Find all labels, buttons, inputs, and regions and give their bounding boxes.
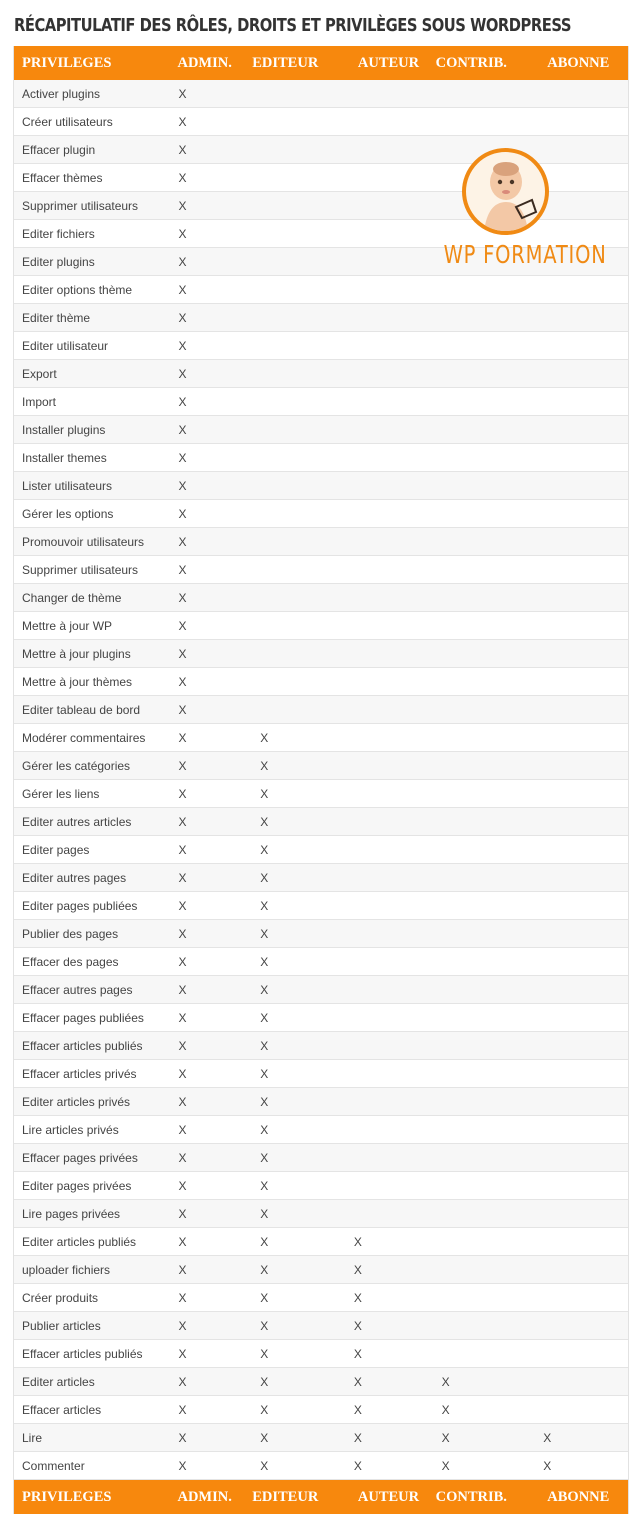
privilege-cell: Editer utilisateur xyxy=(22,338,109,353)
admin-cell: X xyxy=(178,842,187,857)
admin-cell: X xyxy=(178,1458,187,1473)
privilege-cell: Supprimer utilisateurs xyxy=(22,562,139,577)
privilege-cell: Publier des pages xyxy=(22,926,119,941)
privilege-cell: Effacer articles privés xyxy=(22,1066,137,1081)
table-row xyxy=(14,304,628,332)
admin-cell: X xyxy=(178,1066,187,1081)
admin-cell: X xyxy=(178,366,187,381)
editeur-cell: X xyxy=(260,926,269,941)
table-row xyxy=(14,332,628,360)
table-row xyxy=(14,1088,628,1116)
privilege-cell: Promouvoir utilisateurs xyxy=(22,534,145,549)
editeur-cell: X xyxy=(260,1458,269,1473)
privilege-cell: Effacer autres pages xyxy=(22,982,133,997)
contrib-cell: X xyxy=(441,1430,450,1445)
page-title: RÉCAPITULATIF DES RÔLES, DROITS ET PRIVILÈGES SOUS WORDPRESS xyxy=(14,15,571,36)
editeur-cell: X xyxy=(260,814,269,829)
editeur-cell: X xyxy=(260,1206,269,1221)
admin-cell: X xyxy=(178,1038,187,1053)
table-row xyxy=(14,1172,628,1200)
admin-cell: X xyxy=(178,142,187,157)
footer-privileges: PRIVILEGES xyxy=(22,1488,112,1505)
privilege-cell: Publier articles xyxy=(22,1318,101,1333)
privilege-cell: Effacer articles publiés xyxy=(22,1038,143,1053)
abonne-cell: X xyxy=(543,1430,552,1445)
editeur-cell: X xyxy=(260,898,269,913)
wp-formation-logo xyxy=(426,148,607,274)
admin-cell: X xyxy=(178,1374,187,1389)
auteur-cell: X xyxy=(353,1374,362,1389)
contrib-cell: X xyxy=(441,1374,450,1389)
admin-cell: X xyxy=(178,198,187,213)
admin-cell: X xyxy=(178,338,187,353)
privilege-cell: Effacer pages privées xyxy=(22,1150,138,1165)
editeur-cell: X xyxy=(260,1094,269,1109)
editeur-cell: X xyxy=(260,1010,269,1025)
table-row xyxy=(14,1312,628,1340)
admin-cell: X xyxy=(178,786,187,801)
admin-cell: X xyxy=(178,226,187,241)
admin-cell: X xyxy=(178,1122,187,1137)
privilege-cell: Modérer commentaires xyxy=(22,730,146,745)
admin-cell: X xyxy=(178,1094,187,1109)
auteur-cell: X xyxy=(353,1290,362,1305)
admin-cell: X xyxy=(178,1346,187,1361)
editeur-cell: X xyxy=(260,758,269,773)
table-row xyxy=(14,528,628,556)
editeur-cell: X xyxy=(260,730,269,745)
table-row xyxy=(14,1144,628,1172)
editeur-cell: X xyxy=(260,870,269,885)
editeur-cell: X xyxy=(260,842,269,857)
privilege-cell: Gérer les catégories xyxy=(22,758,131,773)
admin-cell: X xyxy=(178,114,187,129)
editeur-cell: X xyxy=(260,1402,269,1417)
editeur-cell: X xyxy=(260,954,269,969)
editeur-cell: X xyxy=(260,1234,269,1249)
privilege-cell: uploader fichiers xyxy=(22,1262,111,1277)
privilege-cell: Effacer thèmes xyxy=(22,170,103,185)
privilege-cell: Lister utilisateurs xyxy=(22,478,113,493)
table-row xyxy=(14,556,628,584)
privilege-cell: Effacer pages publiées xyxy=(22,1010,144,1025)
privilege-cell: Lire xyxy=(22,1430,43,1445)
editeur-cell: X xyxy=(260,982,269,997)
auteur-cell: X xyxy=(353,1458,362,1473)
editeur-cell: X xyxy=(260,786,269,801)
table-row xyxy=(14,640,628,668)
editeur-cell: X xyxy=(260,1122,269,1137)
table-row xyxy=(14,1060,628,1088)
privilege-cell: Editer articles publiés xyxy=(22,1234,137,1249)
footer-abonne: ABONNE xyxy=(547,1488,610,1505)
table-row xyxy=(14,948,628,976)
admin-cell: X xyxy=(178,562,187,577)
table-row xyxy=(14,752,628,780)
editeur-cell: X xyxy=(260,1038,269,1053)
editeur-cell: X xyxy=(260,1346,269,1361)
editeur-cell: X xyxy=(260,1150,269,1165)
contrib-cell: X xyxy=(441,1402,450,1417)
admin-cell: X xyxy=(178,1010,187,1025)
admin-cell: X xyxy=(178,814,187,829)
admin-cell: X xyxy=(178,1430,187,1445)
admin-cell: X xyxy=(178,590,187,605)
logo-text: WP FORMATION xyxy=(443,240,607,269)
table-row xyxy=(14,360,628,388)
admin-cell: X xyxy=(178,1402,187,1417)
admin-cell: X xyxy=(178,170,187,185)
table-row xyxy=(14,1032,628,1060)
header-editeur: EDITEUR xyxy=(252,54,319,71)
footer-admin: ADMIN. xyxy=(177,1488,232,1505)
contrib-cell: X xyxy=(441,1458,450,1473)
privilege-cell: Mettre à jour WP xyxy=(22,618,113,633)
table-footer xyxy=(14,1480,628,1514)
privilege-cell: Editer plugins xyxy=(22,254,95,269)
admin-cell: X xyxy=(178,730,187,745)
admin-cell: X xyxy=(178,534,187,549)
privilege-cell: Effacer des pages xyxy=(22,954,119,969)
privilege-cell: Editer pages xyxy=(22,842,90,857)
admin-cell: X xyxy=(178,954,187,969)
admin-cell: X xyxy=(178,86,187,101)
privilege-cell: Export xyxy=(22,366,57,381)
table-row xyxy=(14,1452,628,1480)
auteur-cell: X xyxy=(353,1318,362,1333)
admin-cell: X xyxy=(178,898,187,913)
footer-contrib: CONTRIB. xyxy=(435,1488,507,1505)
table-row xyxy=(14,80,628,108)
table-row xyxy=(14,1228,628,1256)
admin-cell: X xyxy=(178,674,187,689)
editeur-cell: X xyxy=(260,1318,269,1333)
admin-cell: X xyxy=(178,1234,187,1249)
table-row xyxy=(14,976,628,1004)
privilege-cell: Mettre à jour thèmes xyxy=(22,674,133,689)
privilege-cell: Editer fichiers xyxy=(22,226,95,241)
table-row xyxy=(14,668,628,696)
privilege-cell: Lire pages privées xyxy=(22,1206,121,1221)
table-row xyxy=(14,584,628,612)
table-row xyxy=(14,388,628,416)
privilege-cell: Gérer les liens xyxy=(22,786,100,801)
privilege-cell: Effacer plugin xyxy=(22,142,96,157)
admin-cell: X xyxy=(178,982,187,997)
table-header xyxy=(14,46,628,80)
admin-cell: X xyxy=(178,1290,187,1305)
table-row xyxy=(14,1396,628,1424)
privilege-cell: Gérer les options xyxy=(22,506,114,521)
privilege-cell: Installer plugins xyxy=(22,422,106,437)
privilege-cell: Installer themes xyxy=(22,450,107,465)
table-row xyxy=(14,1200,628,1228)
privilege-cell: Editer thème xyxy=(22,310,91,325)
auteur-cell: X xyxy=(353,1402,362,1417)
table-body xyxy=(14,80,628,1480)
header-contrib: CONTRIB. xyxy=(435,54,507,71)
table-row xyxy=(14,892,628,920)
footer-auteur: AUTEUR xyxy=(357,1488,420,1505)
table-row xyxy=(14,108,628,136)
admin-cell: X xyxy=(178,1206,187,1221)
table-row xyxy=(14,1424,628,1452)
admin-cell: X xyxy=(178,758,187,773)
privilege-cell: Editer tableau de bord xyxy=(22,702,141,717)
privilege-cell: Activer plugins xyxy=(22,86,101,101)
table-row xyxy=(14,1004,628,1032)
table-row xyxy=(14,276,628,304)
editeur-cell: X xyxy=(260,1290,269,1305)
editeur-cell: X xyxy=(260,1262,269,1277)
privilege-cell: Editer articles xyxy=(22,1374,95,1389)
editeur-cell: X xyxy=(260,1374,269,1389)
auteur-cell: X xyxy=(353,1430,362,1445)
abonne-cell: X xyxy=(543,1458,552,1473)
admin-cell: X xyxy=(178,926,187,941)
table-row xyxy=(14,864,628,892)
admin-cell: X xyxy=(178,310,187,325)
admin-cell: X xyxy=(178,1318,187,1333)
table-row xyxy=(14,836,628,864)
auteur-cell: X xyxy=(353,1262,362,1277)
privilege-cell: Créer produits xyxy=(22,1290,99,1305)
privilege-cell: Supprimer utilisateurs xyxy=(22,198,139,213)
table-row xyxy=(14,1116,628,1144)
privilege-cell: Import xyxy=(22,394,57,409)
table-row xyxy=(14,472,628,500)
privilege-cell: Editer articles privés xyxy=(22,1094,131,1109)
table-row xyxy=(14,612,628,640)
table-row xyxy=(14,1284,628,1312)
privilege-cell: Changer de thème xyxy=(22,590,122,605)
admin-cell: X xyxy=(178,646,187,661)
admin-cell: X xyxy=(178,478,187,493)
admin-cell: X xyxy=(178,254,187,269)
privilege-cell: Editer options thème xyxy=(22,282,133,297)
editeur-cell: X xyxy=(260,1178,269,1193)
privilege-cell: Mettre à jour plugins xyxy=(22,646,131,661)
admin-cell: X xyxy=(178,1178,187,1193)
privilege-cell: Editer autres articles xyxy=(22,814,132,829)
table-row xyxy=(14,1368,628,1396)
table-row xyxy=(14,416,628,444)
privilege-cell: Editer pages publiées xyxy=(22,898,138,913)
privilege-cell: Commenter xyxy=(22,1458,85,1473)
admin-cell: X xyxy=(178,422,187,437)
admin-cell: X xyxy=(178,450,187,465)
header-auteur: AUTEUR xyxy=(357,54,420,71)
table-row xyxy=(14,780,628,808)
privilege-cell: Effacer articles publiés xyxy=(22,1346,143,1361)
auteur-cell: X xyxy=(353,1234,362,1249)
editeur-cell: X xyxy=(260,1430,269,1445)
privilege-cell: Lire articles privés xyxy=(22,1122,119,1137)
table-row xyxy=(14,1340,628,1368)
privilege-cell: Effacer articles xyxy=(22,1402,102,1417)
admin-cell: X xyxy=(178,394,187,409)
table-row xyxy=(14,1256,628,1284)
editeur-cell: X xyxy=(260,1066,269,1081)
privilege-cell: Editer pages privées xyxy=(22,1178,132,1193)
table-row xyxy=(14,500,628,528)
header-admin: ADMIN. xyxy=(177,54,232,71)
footer-editeur: EDITEUR xyxy=(252,1488,319,1505)
privilege-cell: Editer autres pages xyxy=(22,870,127,885)
header-privileges: PRIVILEGES xyxy=(22,54,112,71)
privilege-cell: Créer utilisateurs xyxy=(22,114,113,129)
auteur-cell: X xyxy=(353,1346,362,1361)
admin-cell: X xyxy=(178,870,187,885)
admin-cell: X xyxy=(178,618,187,633)
table-row xyxy=(14,724,628,752)
table-row xyxy=(14,920,628,948)
admin-cell: X xyxy=(178,506,187,521)
table-row xyxy=(14,444,628,472)
table-row xyxy=(14,808,628,836)
admin-cell: X xyxy=(178,1150,187,1165)
table-row xyxy=(14,696,628,724)
admin-cell: X xyxy=(178,702,187,717)
admin-cell: X xyxy=(178,282,187,297)
header-abonne: ABONNE xyxy=(547,54,610,71)
admin-cell: X xyxy=(178,1262,187,1277)
baby-mascot-icon xyxy=(462,148,549,235)
